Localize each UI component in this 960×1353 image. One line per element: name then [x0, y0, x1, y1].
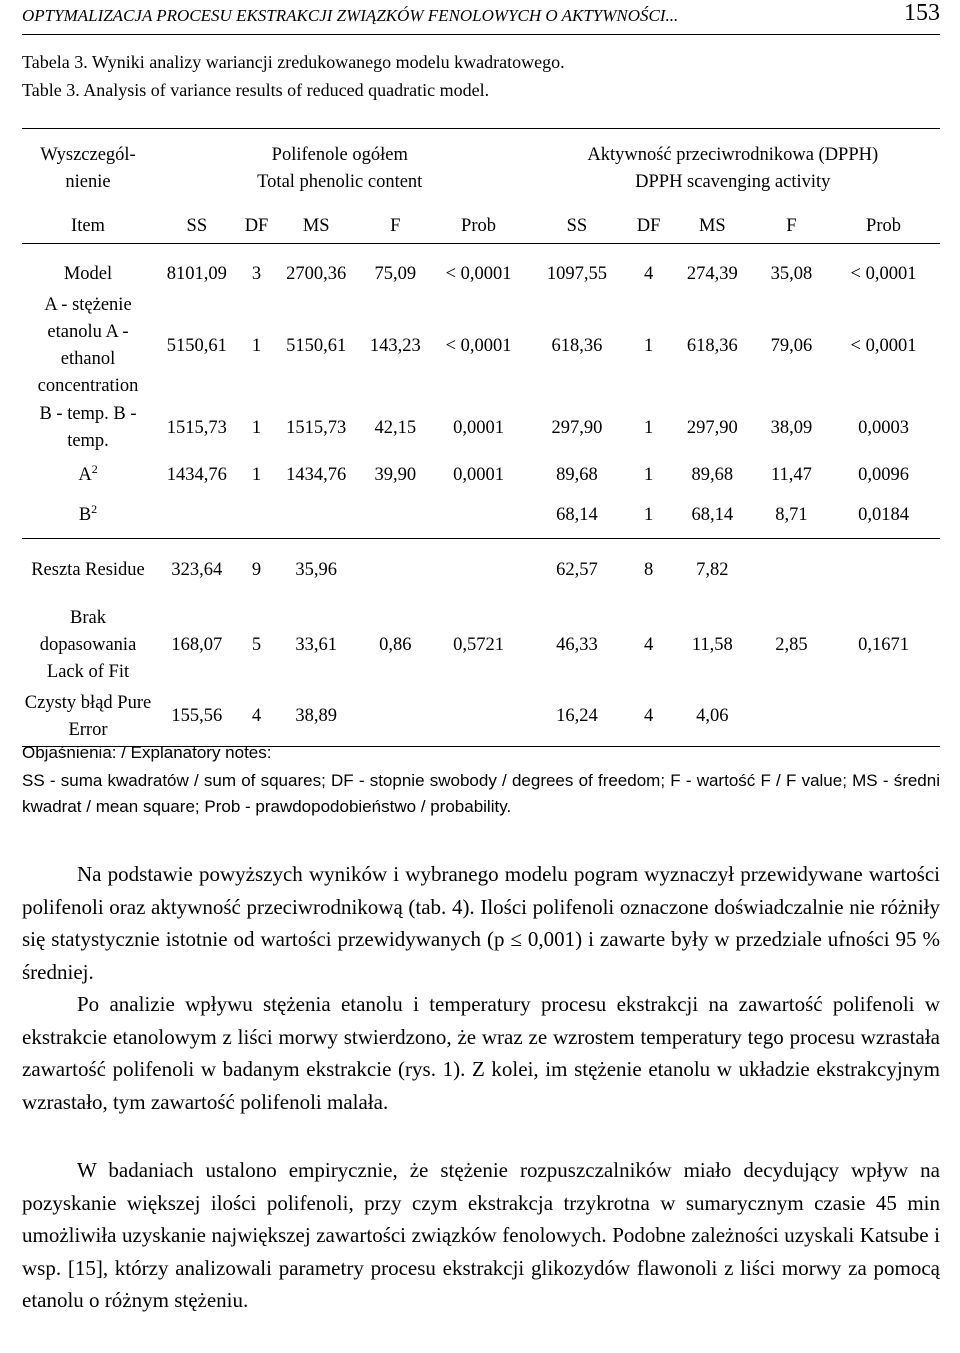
table-row: Reszta Residue 323,64 9 35,96 62,57 8 7,82	[22, 538, 940, 602]
col-header: SS	[154, 209, 240, 244]
table-row: Brak dopasowania Lack of Fit 168,07 5 33,61 0,86 0,5721 46,33 4 11,58 2,85 0,1671	[22, 602, 940, 688]
table-header-row	[22, 129, 940, 210]
body-paragraph: Na podstawie powyższych wyników i wybranego modelu pogram wyznaczył przewidywane wartości polifenoli oraz aktywność przeciwrodnikową (tab. 4). Ilości polifenoli oznaczone doświadczalnie nie różniły się statystycznie istotnie od wartości przewidywanych (p ≤ 0,001) i zawarte były w przedziale ufności 95 % średniej.	[22, 862, 940, 984]
anova-table	[22, 128, 940, 747]
row-header-en: Item	[22, 209, 154, 244]
table-caption-pl: Tabela 3. Wyniki analizy wariancji zredukowanego modelu kwadratowego.	[22, 52, 565, 72]
page-number: 153	[904, 0, 940, 26]
table-row: Model 8101,09 3 2700,36 75,09 < 0,0001 1097,55 4 274,39 35,08 < 0,0001	[22, 256, 940, 292]
notes-heading: Objaśnienia: / Explanatory notes:	[22, 743, 272, 762]
running-head	[22, 0, 940, 35]
group-header-total-phenolic: Polifenole ogółem Total phenolic content	[257, 145, 423, 192]
group-header-dpph: Aktywność przeciwrodnikowa (DPPH) DPPH scavenging activity	[587, 145, 879, 192]
col-header: F	[756, 209, 827, 244]
table-row: Czysty błąd Pure Error 155,56 4 38,89 16,24 4 4,06	[22, 688, 940, 746]
row-label: Model	[63, 263, 113, 284]
table-row: B - temp. B - temp. 1515,73 1 1515,73 42,15 0,0001 297,90 1 297,90 38,09 0,0003	[22, 400, 940, 456]
row-label: $B^2$	[22, 494, 154, 538]
notes-text: SS - suma kwadratów / sum of squares; DF - stopnie swobody / degrees of freedom; F - wartość F / F value; MS - średni kwadrat / mean square; Prob - prawdopodobieństwo / probability.	[22, 771, 940, 816]
row-label: Brak dopasowania Lack of Fit	[39, 607, 137, 682]
col-header: Prob	[432, 209, 526, 244]
running-head-title: OPTYMALIZACJA PROCESU EKSTRAKCJI ZWIĄZKÓW FENOLOWYCH O AKTYWNOŚCI...	[22, 6, 679, 25]
row-label: Reszta Residue	[31, 559, 145, 580]
column-header-row	[22, 209, 940, 244]
col-header: F	[359, 209, 432, 244]
col-header: SS	[526, 209, 629, 244]
row-header-pl: Wyszczegól-nienie	[40, 145, 136, 192]
table-row: $B^2$ 68,14 1 68,14 8,71 0,0184	[22, 494, 940, 538]
row-label: $A^2$	[78, 461, 98, 485]
body-paragraph: W badaniach ustalono empirycznie, że stężenie rozpuszczalników miało decydujący wpływ na pozyskanie większej ilości polifenoli, przy czym ekstrakcja trzykrotna w sumarycznym czasie 45 min umożliwiła uzyskanie największej zawartości związków fenolowych. Podobne zależności uzyskali Katsube i wsp. [15], którzy analizowali parametry procesu ekstrakcji glikozydów flawonoli z liści morwy za pomocą etanolu o różnym stężeniu.	[22, 1158, 940, 1312]
row-label: Czysty błąd Pure Error	[24, 692, 152, 740]
row-label: A - stężenie etanolu A - ethanol concentration	[37, 295, 139, 396]
col-header: DF	[240, 209, 274, 244]
col-header: MS	[273, 209, 359, 244]
row-label: B - temp. B - temp.	[39, 404, 137, 451]
table-row: A - stężenie etanolu A - ethanol concentration 5150,61 1 5150,61 143,23 < 0,0001 618,36 1 618,36 79,06 < 0,0001	[22, 292, 940, 400]
col-header: MS	[669, 209, 756, 244]
col-header: DF	[628, 209, 668, 244]
table-caption-en: Table 3. Analysis of variance results of reduced quadratic model.	[22, 80, 490, 100]
col-header: Prob	[827, 209, 940, 244]
body-paragraph: Po analizie wpływu stężenia etanolu i temperatury procesu ekstrakcji na zawartość polifenoli w ekstrakcie etanolowym z liści morwy stwierdzono, że wraz ze wzrostem temperatury tego procesu wzrastała zawartość polifenoli w badanym ekstrakcie (rys. 1). Z kolei, im stężenie etanolu w układzie ekstrakcyjnym wzrastało, tym zawartość polifenoli malała.	[22, 992, 940, 1114]
table-row: $A^2$ 1434,76 1 1434,76 39,90 0,0001 89,68 1 89,68 11,47 0,0096	[22, 456, 940, 494]
